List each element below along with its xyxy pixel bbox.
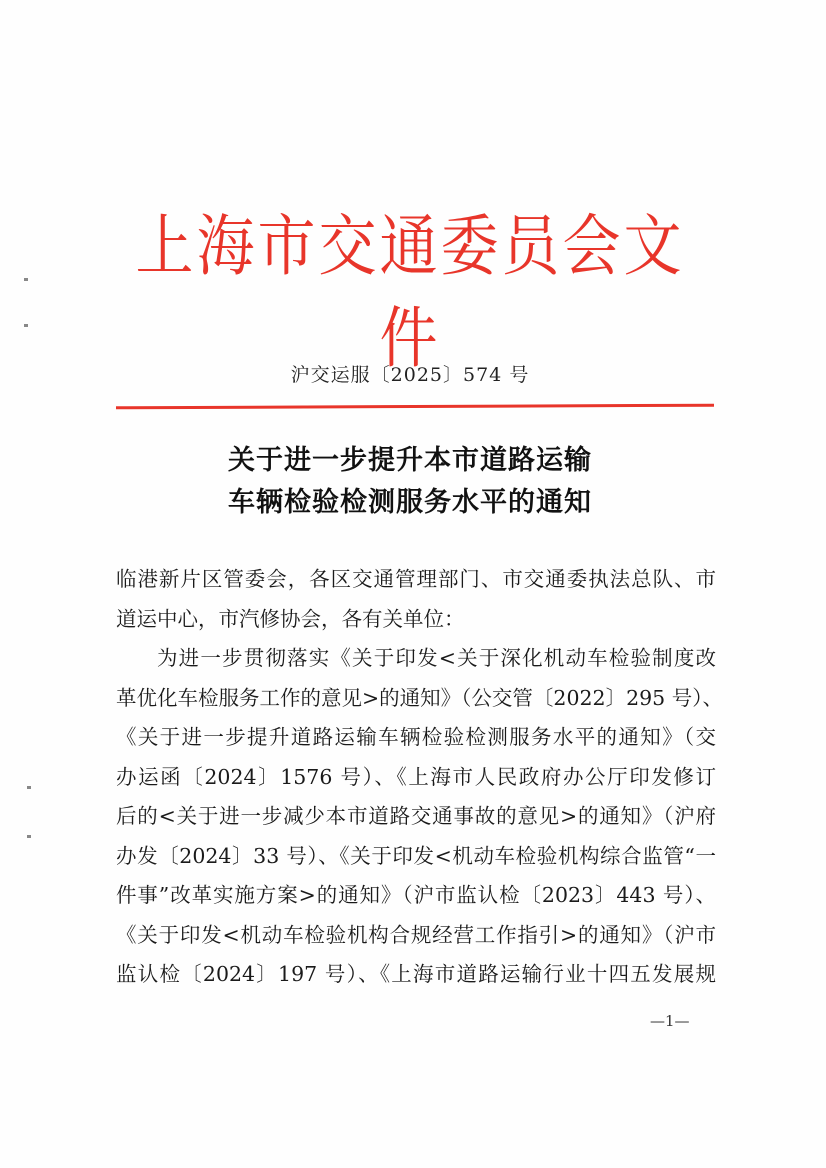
body-line: 《关于印发<机动车检验机构合规经营工作指引>的通知》（沪市 bbox=[116, 922, 716, 947]
document-title bbox=[110, 440, 710, 524]
document-number: 沪交运服〔2025〕574 号 bbox=[290, 364, 530, 386]
body-line: 道运中心，市汽修协会，各有关单位： bbox=[116, 606, 465, 631]
masthead-title: 上海市交通委员会文件 bbox=[135, 206, 685, 378]
body-line: 为进一步贯彻落实《关于印发<关于深化机动车检验制度改 bbox=[157, 646, 716, 670]
title-line-1: 关于进一步提升本市道路运输 bbox=[228, 445, 592, 476]
scan-mark bbox=[24, 278, 28, 281]
page-number: —1— bbox=[650, 1012, 690, 1030]
body-line: 革优化车检服务工作的意见>的通知》（公交管〔2022〕295 号）、 bbox=[116, 685, 723, 710]
body-line: 临港新片区管委会，各区交通管理部门、市交通委执法总队、市 bbox=[116, 567, 716, 591]
body-line: 件事”改革实施方案>的通知》（沪市监认检〔2023〕443 号）、 bbox=[116, 883, 716, 907]
document-body bbox=[116, 560, 723, 995]
scan-mark bbox=[27, 835, 31, 838]
scan-mark bbox=[24, 324, 28, 327]
body-line: 监认检〔2024〕197 号）、《上海市道路运输行业十四五发展规 bbox=[116, 962, 716, 986]
red-divider-line bbox=[116, 404, 714, 410]
body-line: 办运函〔2024〕1576 号）、《上海市人民政府办公厅印发修订 bbox=[116, 764, 716, 789]
title-line-2: 车辆检验检测服务水平的通知 bbox=[228, 487, 592, 518]
body-line: 《关于进一步提升道路运输车辆检验检测服务水平的通知》（交 bbox=[116, 725, 716, 749]
body-line: 办发〔2024〕33 号）、《关于印发<机动车检验机构综合监管“一 bbox=[116, 843, 716, 868]
scan-mark bbox=[27, 786, 31, 789]
body-line: 后的<关于进一步减少本市道路交通事故的意见>的通知》（沪府 bbox=[116, 804, 716, 828]
